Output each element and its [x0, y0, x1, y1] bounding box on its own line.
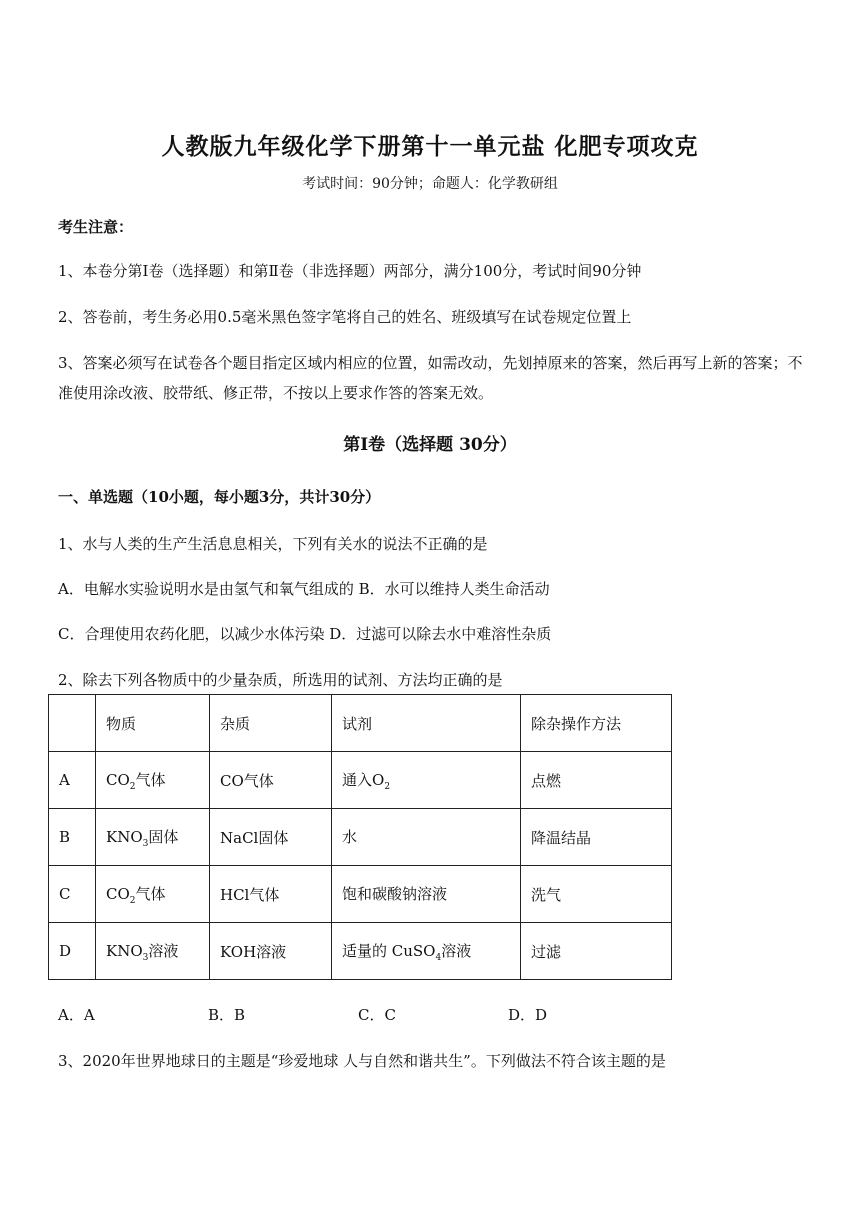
notice-heading: 考生注意：: [58, 218, 134, 236]
substance-cell: $KNO_3$固体: [96, 809, 210, 866]
impurity-cell: KOH溶液: [210, 923, 332, 980]
question-2-option-b: B．B: [208, 1006, 246, 1024]
part-heading: 一、单选题（10小题，每小题3分，共计30分）: [58, 488, 381, 506]
exam-title: 人教版九年级化学下册第十一单元盐 化肥专项攻克: [161, 133, 699, 160]
method-cell: 降温结晶: [521, 809, 672, 866]
question-3-stem: 3、2020年世界地球日的主题是“珍爱地球 人与自然和谐共生”。下列做法不符合该主题的是: [58, 1052, 666, 1070]
table-header-cell: [49, 695, 96, 752]
table-row: [49, 809, 672, 866]
table-header-row: [49, 695, 672, 752]
question-2-stem: 2、除去下列各物质中的少量杂质，所选用的试剂、方法均正确的是: [58, 671, 503, 689]
table-row: [49, 752, 672, 809]
notice-item-1: 1、本卷分第Ⅰ卷（选择题）和第Ⅱ卷（非选择题）两部分，满分100分，考试时间90分钟: [58, 262, 642, 280]
substance-cell: $KNO_3$溶液: [96, 923, 210, 980]
impurity-removal-table: [48, 694, 672, 980]
impurity-cell: NaCl固体: [210, 809, 332, 866]
reagent-cell: 饱和碳酸钠溶液: [332, 866, 521, 923]
row-label: B: [49, 809, 96, 866]
question-2-option-a: A．A: [58, 1006, 95, 1024]
reagent-cell: 水: [332, 809, 521, 866]
question-1-options-cd: C．合理使用农药化肥，以减少水体污染 D．过滤可以除去水中难溶性杂质: [58, 625, 552, 643]
table-header-cell: 除杂操作方法: [521, 695, 672, 752]
substance-cell: $CO_2$气体: [96, 752, 210, 809]
row-label: C: [49, 866, 96, 923]
question-2-option-d: D．D: [508, 1006, 548, 1024]
table-header-cell: 物质: [96, 695, 210, 752]
method-cell: 过滤: [521, 923, 672, 980]
method-cell: 点燃: [521, 752, 672, 809]
table-row: [49, 866, 672, 923]
table-header-cell: 试剂: [332, 695, 521, 752]
row-label: A: [49, 752, 96, 809]
question-2-option-c: C．C: [358, 1006, 396, 1024]
section-title: 第Ⅰ卷（选择题 30分）: [343, 435, 517, 455]
notice-item-3: 3、答案必须写在试卷各个题目指定区域内相应的位置，如需改动，先划掉原来的答案，然后再写上新的答案；不准使用涂改液、胶带纸、修正带，不按以上要求作答的答案无效。: [58, 354, 803, 402]
impurity-cell: HCl气体: [210, 866, 332, 923]
table-row: [49, 923, 672, 980]
impurity-cell: CO气体: [210, 752, 332, 809]
table-header-cell: 杂质: [210, 695, 332, 752]
substance-cell: $CO_2$气体: [96, 866, 210, 923]
notice-item-2: 2、答卷前，考生务必用0.5毫米黑色签字笔将自己的姓名、班级填写在试卷规定位置上: [58, 308, 632, 326]
reagent-cell: 适量的 CuSO$_4$溶液: [332, 923, 521, 980]
method-cell: 洗气: [521, 866, 672, 923]
question-1-stem: 1、水与人类的生产生活息息相关，下列有关水的说法不正确的是: [58, 535, 488, 553]
exam-subtitle: 考试时间：90分钟；命题人：化学教研组: [302, 176, 558, 192]
row-label: D: [49, 923, 96, 980]
question-1-options-ab: A．电解水实验说明水是由氢气和氧气组成的 B．水可以维持人类生命活动: [58, 580, 550, 598]
reagent-cell: 通入$O_2$: [332, 752, 521, 809]
